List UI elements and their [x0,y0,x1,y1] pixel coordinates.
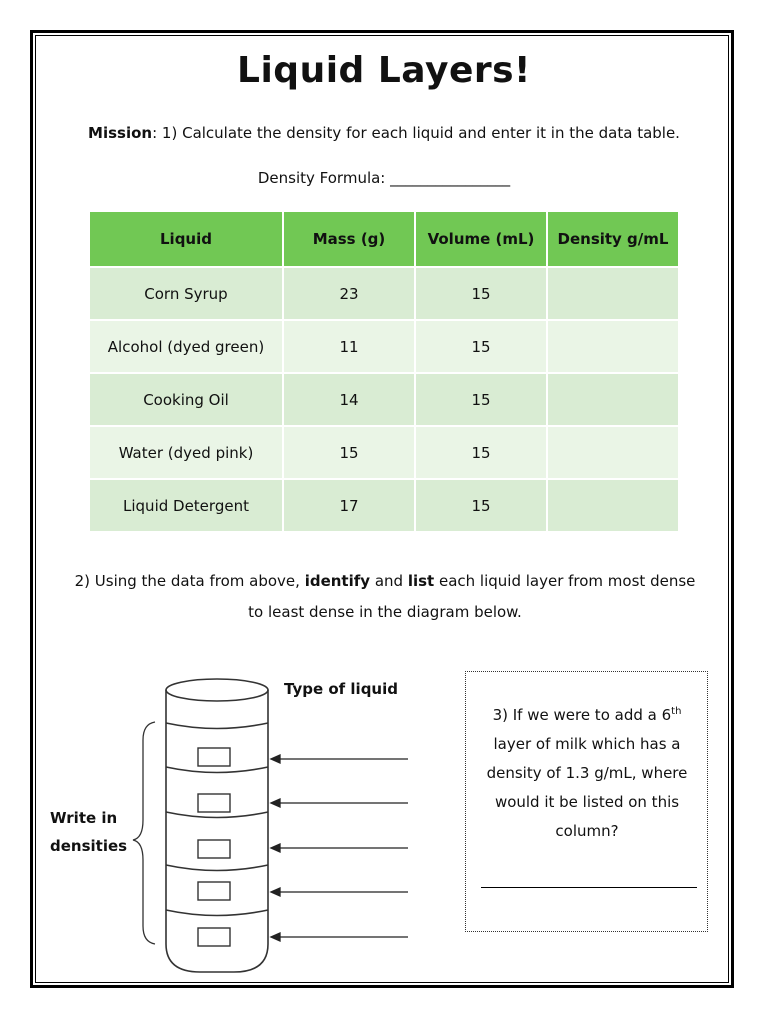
write-in-densities-label [50,804,127,860]
density-box-5[interactable] [198,928,230,946]
q2-text: 2) Using the data from above, [74,572,305,590]
density-boxes [198,748,230,946]
arrow-head-2 [271,799,280,807]
cell-volume: 15 [415,479,547,531]
q2-text: and [370,572,408,590]
write-label-line1: Write in [50,809,118,827]
q3-superscript: th [671,706,682,717]
arrow-head-4 [271,888,280,896]
header-density: Density g/mL [547,212,679,267]
liquid-arrows [271,755,408,941]
arrow-head-5 [271,933,280,941]
question-3-text [472,701,702,846]
cell-liquid: Alcohol (dyed green) [90,320,283,373]
cell-volume: 15 [415,426,547,479]
q3-line3: density of 1.3 g/mL, where [486,764,688,782]
cell-volume: 15 [415,373,547,426]
header-volume: Volume (mL) [415,212,547,267]
cell-liquid: Liquid Detergent [90,479,283,531]
density-box-4[interactable] [198,882,230,900]
cell-liquid: Cooking Oil [90,373,283,426]
q3-line1 [472,701,702,730]
cell-mass: 15 [283,426,415,479]
type-of-liquid-label: Type of liquid [284,680,398,698]
formula-blank[interactable]: ________________ [390,169,511,187]
density-box-1[interactable] [198,748,230,766]
cell-liquid: Corn Syrup [90,267,283,320]
formula-label: Density Formula: [257,169,391,187]
cell-volume: 15 [415,267,547,320]
density-box-2[interactable] [198,794,230,812]
q2-identify: identify [304,572,371,590]
cell-mass: 23 [283,267,415,320]
layer-divider [166,812,268,818]
cell-volume: 15 [415,320,547,373]
layer-divider [166,865,268,871]
mission-text: : 1) Calculate the density for each liquid and enter it in the data table. [152,124,680,142]
arrow-head-1 [271,755,280,763]
cell-mass: 17 [283,479,415,531]
q3-line5: column? [555,822,619,840]
q2-list: list [407,572,435,590]
header-mass: Mass (g) [283,212,415,267]
q3-line4: would it be listed on this [494,793,680,811]
cell-liquid: Water (dyed pink) [90,426,283,479]
arrow-head-3 [271,844,280,852]
answer-line[interactable] [481,887,697,888]
cell-mass: 11 [283,320,415,373]
cell-mass: 14 [283,373,415,426]
page-title: Liquid Layers! [237,50,531,91]
q2-text: each liquid layer from most dense [434,572,696,590]
mission-label: Mission [88,124,153,142]
q3-line1-text: 3) If we were to add a 6 [492,706,672,724]
write-label-line2: densities [50,837,128,855]
layer-divider [166,767,268,773]
layer-divider [166,910,268,916]
density-box-3[interactable] [198,840,230,858]
question-2-line2: to least dense in the diagram below. [248,603,522,621]
layer-divider [166,723,268,729]
brace-icon [133,722,155,944]
cylinder-top-ellipse [166,679,268,701]
q3-line2: layer of milk which has a [493,735,681,753]
header-liquid: Liquid [90,212,283,267]
